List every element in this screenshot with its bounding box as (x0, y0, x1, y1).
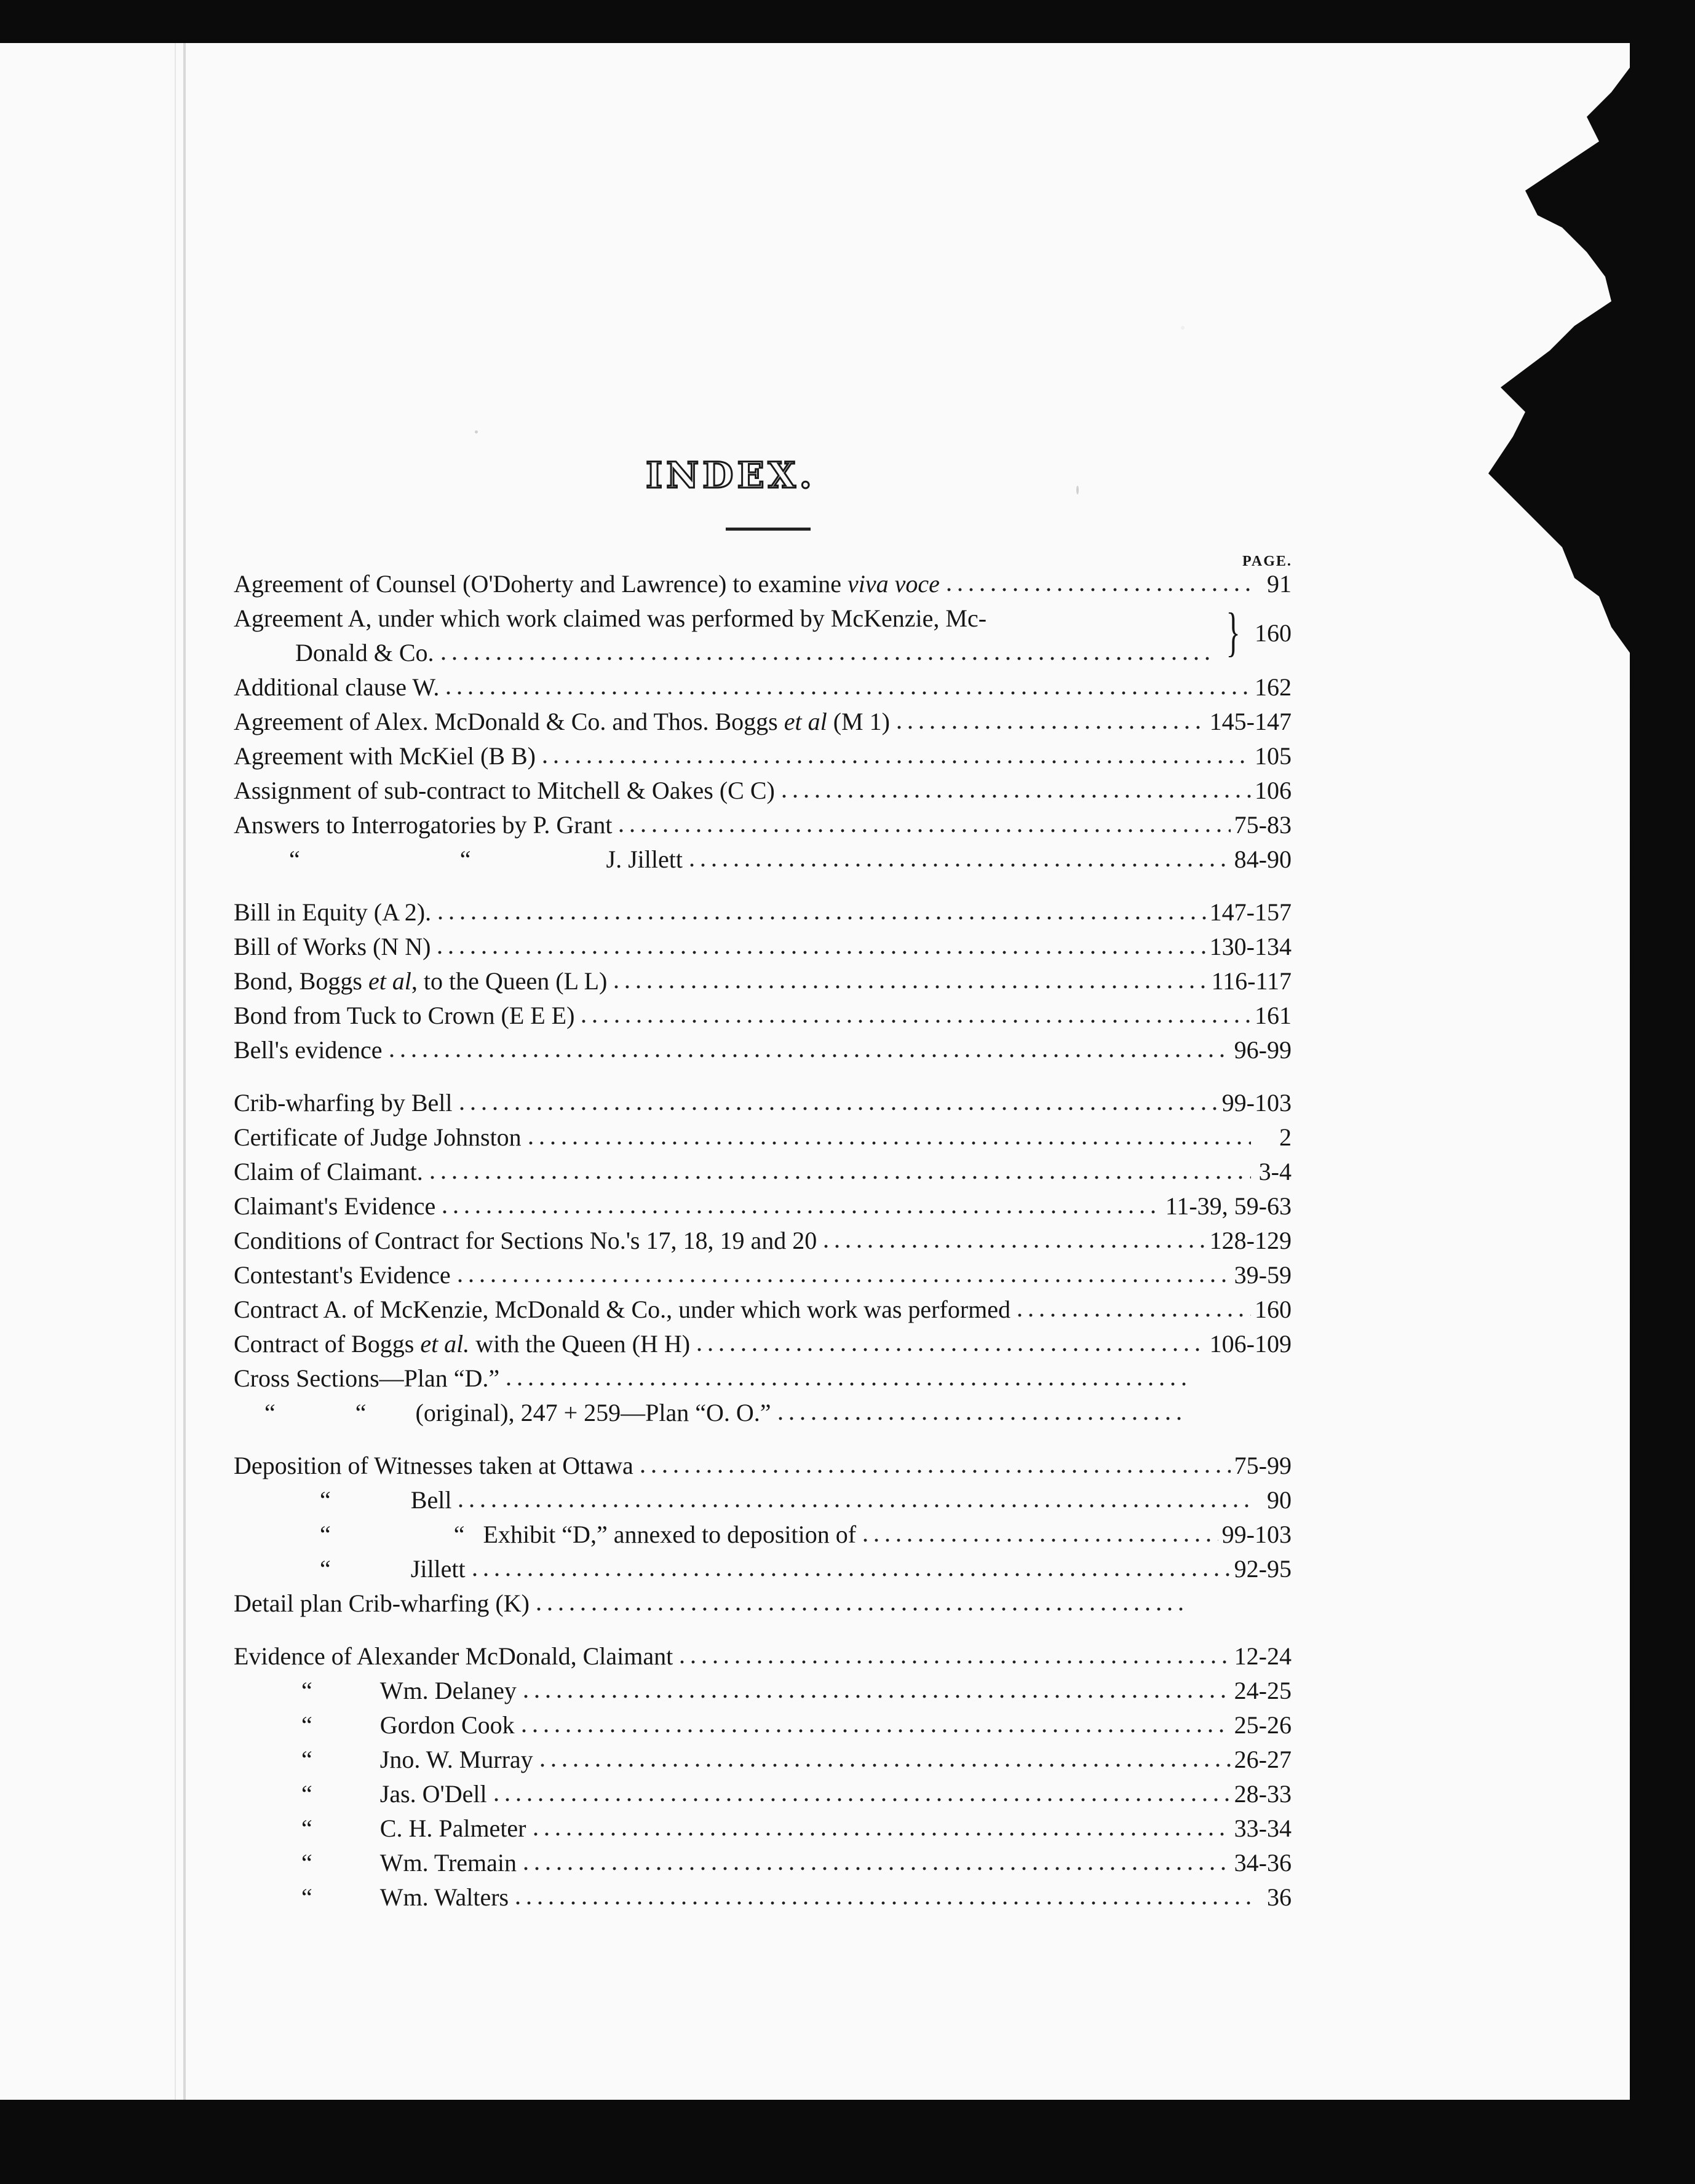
leader-dots (677, 1659, 1230, 1665)
leader-dots (779, 793, 1251, 799)
index-entry: “ Jillett 92-95 (320, 1555, 1292, 1583)
leader-dots (537, 1762, 1231, 1768)
torn-page-edge (1341, 43, 1695, 2100)
index-entry: “ “ (original), 247 + 259—Plan “O. O.” (234, 1393, 1292, 1427)
leader-dots (820, 1243, 1205, 1249)
leader-dots (533, 1606, 1187, 1612)
leader-dots (525, 1140, 1251, 1146)
index-entry: Evidence of Alexander McDonald, Claimant 12-24 (234, 1642, 1292, 1670)
index-entry: Claim of Claimant. 3-4 (234, 1158, 1292, 1185)
page-number: 84-90 (1234, 845, 1292, 873)
page-number: 12-24 (1234, 1642, 1292, 1670)
leader-dots (435, 915, 1206, 921)
index-entry: “ “ Exhibit “D,” annexed to deposition of 99-103 (320, 1521, 1292, 1548)
page-fold-shadow (183, 43, 186, 2100)
index-title: INDEX. (646, 454, 816, 496)
page-number: 162 (1255, 673, 1292, 701)
page-number: 33-34 (1234, 1814, 1292, 1842)
page-number: 96-99 (1234, 1036, 1292, 1064)
leader-dots (503, 1381, 1187, 1387)
leader-dots (860, 1537, 1218, 1543)
leader-dots (518, 1728, 1231, 1734)
index-entry: Bill in Equity (A 2). 147-157 (234, 898, 1292, 926)
index-entry: Additional clause W. 162 (234, 673, 1292, 701)
leader-dots (491, 1797, 1231, 1803)
leader-dots (456, 1106, 1218, 1112)
title-rule (726, 528, 811, 531)
page-number: 145-147 (1209, 708, 1292, 735)
index-entry: “ Gordon Cook 25-26 (301, 1711, 1292, 1739)
page-number: 24-25 (1234, 1677, 1292, 1704)
page-number: 160 (1255, 619, 1292, 647)
index-entry: Bond from Tuck to Crown (E E E) 161 (234, 1002, 1292, 1029)
index-list (234, 556, 1292, 1912)
page-number: 28-33 (1234, 1780, 1292, 1808)
index-entry: Agreement with McKiel (B B) 105 (234, 742, 1292, 770)
index-entry: Bond, Boggs et al, to the Queen (L L) 116-117 (234, 967, 1292, 995)
page-number: 26-27 (1234, 1746, 1292, 1773)
page-number: 106 (1255, 777, 1292, 804)
leader-dots (455, 1503, 1251, 1509)
leader-dots (1014, 1312, 1251, 1318)
page-number: 147-157 (1209, 898, 1292, 926)
leader-dots (455, 1278, 1231, 1284)
leader-dots (386, 1053, 1231, 1059)
scan-speck (1076, 486, 1079, 494)
page-number: 25-26 (1234, 1711, 1292, 1739)
index-entry: “ Bell 90 (320, 1486, 1292, 1514)
page-number: 99-103 (1221, 1521, 1292, 1548)
index-entry: Contract of Boggs et al. with the Queen (H H) 106-109 (234, 1330, 1292, 1358)
page-fold-line (175, 43, 176, 2100)
page-number: 128-129 (1209, 1227, 1292, 1254)
page-number: 99-103 (1221, 1089, 1292, 1117)
page-number: 39-59 (1234, 1261, 1292, 1289)
leader-dots (611, 984, 1207, 990)
index-entry: “ Wm. Walters 36 (301, 1883, 1292, 1911)
index-entry: Agreement of Alex. McDonald & Co. and Thos. Boggs et al (M 1) 145-147 (234, 708, 1292, 735)
index-entry: Contestant's Evidence 39-59 (234, 1261, 1292, 1289)
scan-speck (1181, 326, 1185, 330)
leader-dots (943, 587, 1251, 593)
index-entry: Cross Sections—Plan “D.” (234, 1358, 1292, 1393)
leader-dots (469, 1572, 1231, 1578)
page-number: 106-109 (1209, 1330, 1292, 1358)
page-number: 34-36 (1234, 1849, 1292, 1877)
leader-dots (637, 1468, 1231, 1474)
leader-dots (616, 828, 1230, 834)
index-entry: “ Jno. W. Murray 26-27 (301, 1746, 1292, 1773)
index-entry: Conditions of Contract for Sections No.'s 17, 18, 19 and 20 128-129 (234, 1227, 1292, 1254)
index-entry: Crib-wharfing by Bell 99-103 (234, 1089, 1292, 1117)
scan-speck (475, 430, 478, 433)
page-column-label: PAGE. (1242, 553, 1292, 569)
index-entry: Claimant's Evidence 11-39, 59-63 (234, 1192, 1292, 1220)
leader-dots (775, 1415, 1187, 1422)
page-number: 90 (1267, 1486, 1292, 1514)
index-entry: “ Wm. Delaney 24-25 (301, 1677, 1292, 1704)
page-number: 36 (1267, 1883, 1292, 1911)
leader-dots (686, 862, 1231, 868)
brace-glyph: } (1226, 603, 1240, 662)
index-entry: “ “ J. Jillett 84-90 (289, 845, 1292, 873)
leader-dots (530, 1831, 1231, 1837)
page-number: 2 (1279, 1123, 1292, 1151)
leader-dots (578, 1018, 1251, 1024)
index-entry: Detail plan Crib-wharfing (K) (234, 1583, 1292, 1618)
leader-dots (539, 759, 1251, 765)
page-number: 116-117 (1211, 967, 1292, 995)
page-number: 75-83 (1234, 811, 1292, 839)
index-entry: “ Wm. Tremain 34-36 (301, 1849, 1292, 1877)
leader-dots (443, 690, 1251, 696)
index-entry: Certificate of Judge Johnston 2 (234, 1123, 1292, 1151)
index-entry: Contract A. of McKenzie, McDonald & Co., under which work was performed 160 (234, 1296, 1292, 1323)
leader-dots (694, 1347, 1206, 1353)
index-entry: Agreement of Counsel (O'Doherty and Lawrence) to examine viva voce 91 (234, 570, 1292, 598)
index-entry: Assignment of sub-contract to Mitchell & Oakes (C C) 106 (234, 777, 1292, 804)
leader-dots (512, 1900, 1251, 1906)
index-entry: Bill of Works (N N) 130-134 (234, 933, 1292, 960)
index-entry: “ Jas. O'Dell 28-33 (301, 1780, 1292, 1808)
leader-dots (439, 1209, 1162, 1215)
leader-dots (520, 1693, 1231, 1699)
page-number: 161 (1255, 1002, 1292, 1029)
page-number: 75-99 (1234, 1452, 1292, 1479)
index-entry: Answers to Interrogatories by P. Grant 75-83 (234, 811, 1292, 839)
index-entry: Bell's evidence 96-99 (234, 1036, 1292, 1064)
leader-dots (434, 949, 1205, 956)
index-entry: Deposition of Witnesses taken at Ottawa 75-99 (234, 1452, 1292, 1479)
page-number: 160 (1255, 1296, 1292, 1323)
page-number: 91 (1267, 570, 1292, 598)
page-number: 92-95 (1234, 1555, 1292, 1583)
leader-dots (427, 1174, 1251, 1181)
page-number: 130-134 (1209, 933, 1292, 960)
page-number: 3-4 (1258, 1158, 1292, 1185)
index-entry: Agreement A, under which work claimed was performed by McKenzie, Mc- Donald & Co. } 160 (234, 603, 1292, 667)
index-entry: “ C. H. Palmeter 33-34 (301, 1814, 1292, 1842)
leader-dots (894, 724, 1206, 730)
page-number: 105 (1255, 742, 1292, 770)
leader-dots (520, 1866, 1231, 1872)
page-number: 11-39, 59-63 (1165, 1192, 1292, 1220)
leader-dots (438, 655, 1213, 662)
